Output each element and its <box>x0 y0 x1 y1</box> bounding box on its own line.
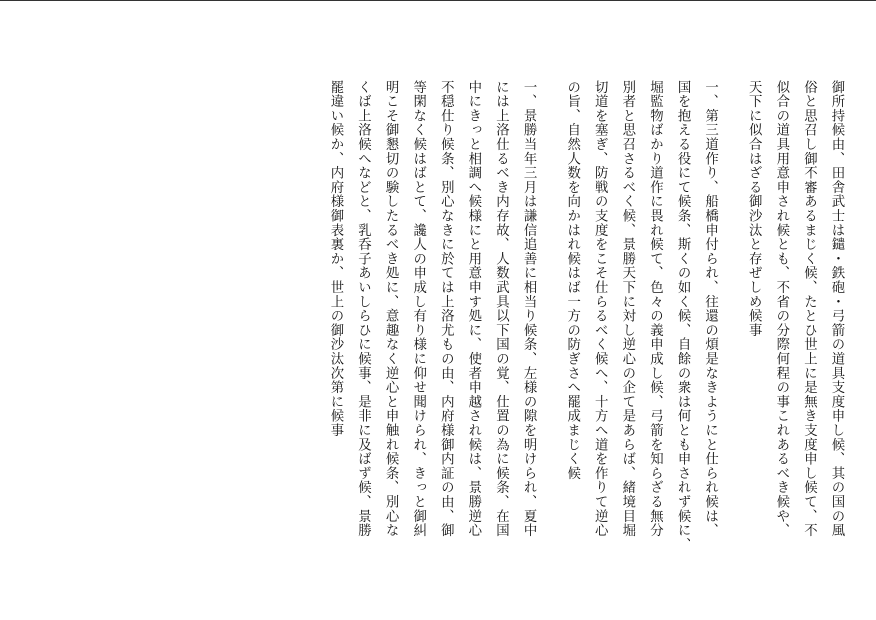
paragraph-3 <box>321 80 542 600</box>
text-line: 一、第三道作り、船橋申付られ、往還の煩是なきようにと仕られ候は、 <box>702 80 718 538</box>
text-line: 切道を塞ぎ、防戦の支度をこそ仕らるべく候へ、十方へ道を作りて逆心 <box>592 80 608 538</box>
text-line: 不穏仕り候条、別心なきに於ては上洛尤もの由、内府様御内証の由、御 <box>438 80 454 538</box>
text-line: 国を抱える役にて候条、斯くの如く候、自餘の衆は何とも申されず候に、 <box>675 80 691 552</box>
text-line: の旨、自然人数を向かはれ候はば一方の防ぎさへ罷成まじく候 <box>564 80 580 481</box>
vertical-text-body <box>305 80 850 600</box>
document-page <box>60 40 850 600</box>
text-line: 罷違い候か、内府様御表裏か、世上の御沙汰次第に候事 <box>327 80 343 438</box>
text-line: くば上洛候へなどと、乳呑子あいしらひに候事、是非に及ばず候、景勝 <box>355 80 371 538</box>
paragraph-1 <box>740 80 850 600</box>
top-border-rule <box>0 0 876 1</box>
text-line: 似合の道具用意申され候とも、不省の分際何程の事これあるべき候や、 <box>773 80 789 538</box>
text-line: には上洛仕るべき内存故、人数武具以下国の覚、仕置の為に候条、在国 <box>493 80 509 538</box>
text-line: 明こそ御懇切の験したるべき処に、意趣なく逆心と申触れ候条、別心な <box>383 80 399 538</box>
text-line: 中にきっと相調へ候様にと用意申す処に、使者申越され候は、景勝逆心 <box>465 80 481 538</box>
text-line: 天下に似合はざる御沙汰と存ぜしめ候事 <box>746 80 762 338</box>
text-line: 御所持候由、田舎武士は鑓・鉄砲・弓箭の道具支度申し候、其の国の風 <box>829 80 844 538</box>
text-line: 堀監物ばかり道作に畏れ候て、色々の義申成し候、弓箭を知らざる無分 <box>647 80 663 538</box>
text-line: 等閑なく候はばとて、讒人の申成し有り様に仰せ聞けられ、きっと御糾 <box>410 80 426 538</box>
text-line: 一、景勝当年三月は謙信追善に相当り候条、左様の隙を明けられ、夏中 <box>521 80 537 538</box>
paragraph-2 <box>558 80 724 600</box>
text-line: 俗と思召し御不審あるまじく候、たとひ世上に是無き支度申し候て、不 <box>801 80 817 538</box>
text-line: 別者と思召さるべく候、景勝天下に対し逆心の企て是あらば、緒境目堀 <box>619 80 635 538</box>
